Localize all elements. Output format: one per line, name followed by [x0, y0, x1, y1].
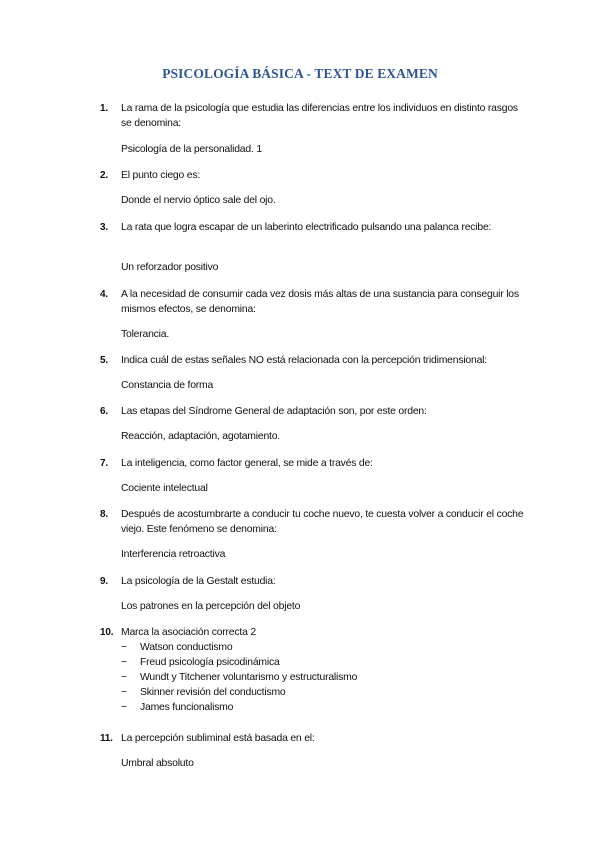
dash-bullet: − — [121, 687, 127, 698]
question-number: 5. — [100, 355, 108, 366]
answer-1: Psicología de la personalidad. 1 — [121, 144, 262, 155]
question-3 — [100, 220, 530, 235]
answer-6: Reacción, adaptación, agotamiento. — [121, 431, 280, 442]
question-11 — [100, 731, 530, 746]
question-9 — [100, 574, 530, 589]
question-text: La rata que logra escapar de un laberinto electrificado pulsando una palanca recibe: — [121, 222, 492, 233]
question-4 — [100, 287, 530, 317]
question-text: La psicología de la Gestalt estudia: — [121, 576, 276, 587]
question-1 — [100, 101, 530, 131]
dash-bullet: − — [121, 642, 127, 653]
answer-2: Donde el nervio óptico sale del ojo. — [121, 195, 276, 206]
question-text: Indica cuál de estas señales NO está relacionada con la percepción tridimensional: — [121, 355, 487, 366]
question-5 — [100, 353, 530, 368]
question-text: Marca la asociación correcta 2 — [121, 627, 256, 638]
options-list — [121, 640, 541, 715]
question-2 — [100, 168, 530, 183]
question-text: La inteligencia, como factor general, se mide a través de: — [121, 458, 373, 469]
question-number: 2. — [100, 170, 108, 181]
list-item — [121, 655, 541, 670]
question-text: La percepción subliminal está basada en el: — [121, 733, 315, 744]
answer-3: Un reforzador positivo — [121, 262, 219, 273]
option-text: James funcionalismo — [140, 702, 234, 713]
option-text: Watson conductismo — [140, 642, 233, 653]
question-text: A la necesidad de consumir cada vez dosis más altas de una sustancia para conseguir los mismos efectos, se denomina: — [121, 289, 519, 315]
question-6 — [100, 404, 530, 419]
question-number: 8. — [100, 509, 108, 520]
list-item — [121, 685, 541, 700]
question-7 — [100, 456, 530, 471]
option-text: Wundt y Titchener voluntarismo y estructuralismo — [140, 672, 358, 683]
list-item — [121, 670, 541, 685]
answer-11: Umbral absoluto — [121, 758, 194, 769]
question-text: Las etapas del Síndrome General de adaptación son, por este orden: — [121, 406, 427, 417]
answer-5: Constancia de forma — [121, 380, 214, 391]
question-number: 3. — [100, 222, 108, 233]
question-8 — [100, 507, 530, 537]
list-item — [121, 640, 541, 655]
dash-bullet: − — [121, 702, 127, 713]
question-text: Después de acostumbrarte a conducir tu coche nuevo, te cuesta volver a conducir el coche viejo. Este fenómeno se denomina: — [121, 509, 524, 535]
answer-7: Cociente intelectual — [121, 483, 208, 494]
question-number: 7. — [100, 458, 108, 469]
list-item — [121, 700, 541, 715]
question-text: La rama de la psicología que estudia las diferencias entre los individuos en distinto rasgos se denomina: — [121, 103, 518, 129]
question-number: 1. — [100, 103, 108, 114]
question-number: 4. — [100, 289, 108, 300]
option-text: Skinner revisión del conductismo — [140, 687, 286, 698]
question-number: 11. — [100, 733, 113, 744]
answer-8: Interferencia retroactiva — [121, 549, 226, 560]
question-number: 6. — [100, 406, 108, 417]
question-number: 9. — [100, 576, 108, 587]
answer-4: Tolerancia. — [121, 329, 170, 340]
question-10 — [100, 625, 530, 640]
page-title: PSICOLOGÍA BÁSICA - TEXT DE EXAMEN — [162, 66, 438, 81]
question-text: El punto ciego es: — [121, 170, 201, 181]
option-text: Freud psicología psicodinámica — [140, 657, 280, 668]
answer-9: Los patrones en la percepción del objeto — [121, 601, 301, 612]
dash-bullet: − — [121, 657, 127, 668]
dash-bullet: − — [121, 672, 127, 683]
question-number: 10. — [100, 627, 114, 638]
